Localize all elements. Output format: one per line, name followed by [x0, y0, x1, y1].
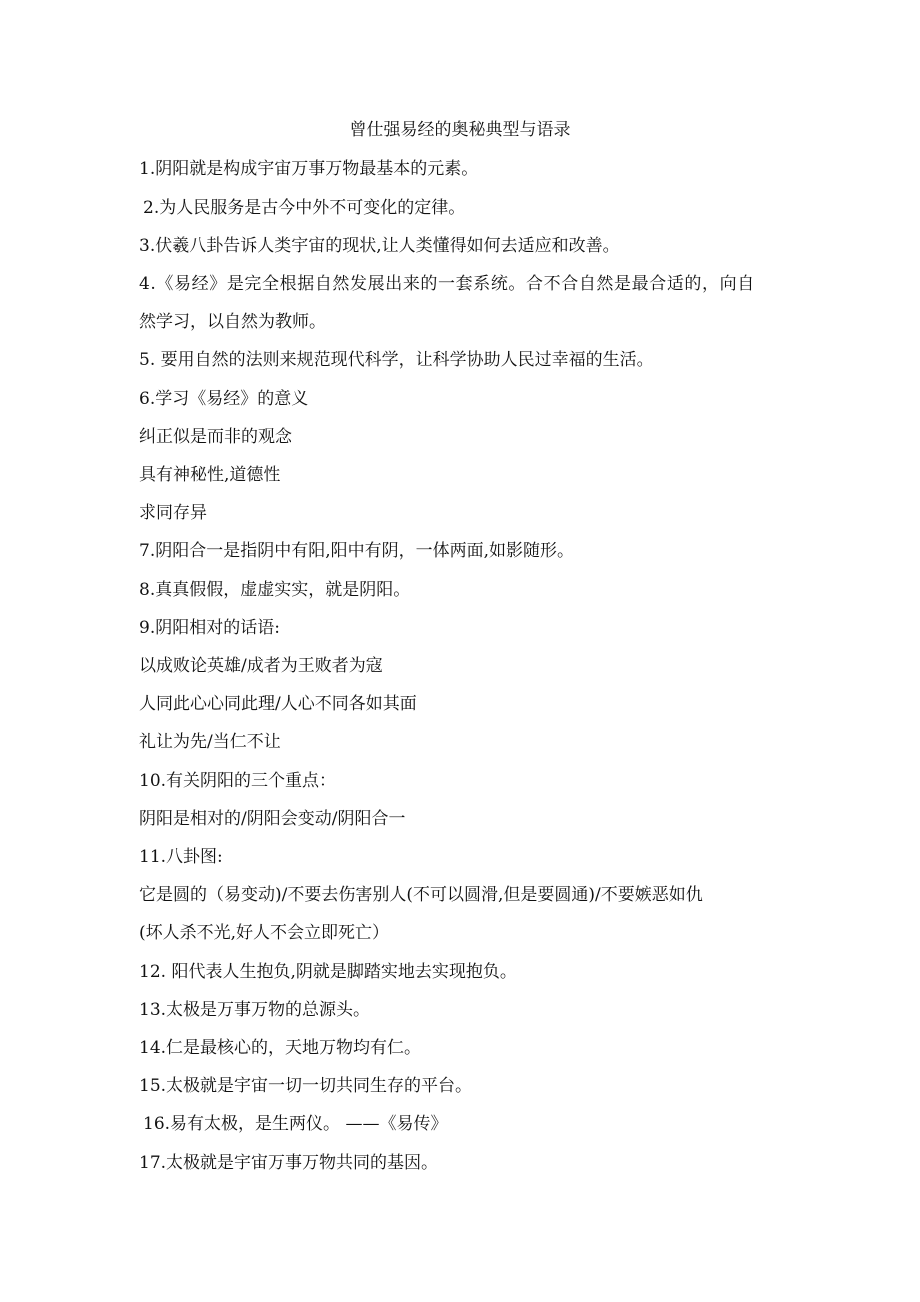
text-line: 人同此心心同此理/人心不同各如其面: [139, 694, 417, 714]
text-line: 13.太极是万事万物的总源头。: [139, 1000, 371, 1020]
text-line: 11.八卦图:: [139, 847, 223, 867]
text-line: 16.易有太极，是生两仪。 ——《易传》: [143, 1114, 448, 1134]
text-line: 15.太极就是宇宙一切一切共同生存的平台。: [139, 1076, 473, 1096]
text-line: 2.为人民服务是古今中外不可变化的定律。: [143, 198, 466, 218]
text-line: 求同存异: [139, 503, 207, 523]
text-line: 纠正似是而非的观念: [139, 427, 292, 447]
text-line: 17.太极就是宇宙万事万物共同的基因。: [139, 1153, 439, 1173]
text-line: 1.阴阳就是构成宇宙万事万物最基本的元素。: [139, 159, 479, 179]
text-line: 7.阴阳合一是指阴中有阳,阳中有阴，一体两面,如影随形。: [139, 541, 575, 561]
text-line: 5. 要用自然的法则来规范现代科学，让科学协助人民过幸福的生活。: [139, 350, 654, 370]
text-line: 4.《易经》是完全根据自然发展出来的一套系统。合不合自然是最合适的，向自: [139, 274, 755, 294]
text-line: 它是圆的（易变动)/不要去伤害别人(不可以圆滑,但是要圆通)/不要嫉恶如仇: [139, 885, 703, 905]
text-line: 具有神秘性,道德性: [139, 465, 281, 485]
text-line: 3.伏羲八卦告诉人类宇宙的现状,让人类懂得如何去适应和改善。: [139, 236, 620, 256]
text-line: 礼让为先/当仁不让: [139, 732, 281, 752]
text-line: 8.真真假假，虚虚实实，就是阴阳。: [139, 580, 411, 600]
text-line: 阴阳是相对的/阴阳会变动/阴阳合一: [139, 809, 406, 829]
text-line: 6.学习《易经》的意义: [139, 389, 309, 409]
text-line: 10.有关阴阳的三个重点：: [139, 771, 337, 791]
text-line: 然学习，以自然为教师。: [139, 312, 326, 332]
text-line: 12. 阳代表人生抱负,阴就是脚踏实地去实现抱负。: [139, 962, 517, 982]
text-line: 以成败论英雄/成者为王败者为寇: [139, 656, 383, 676]
text-line: 14.仁是最核心的，天地万物均有仁。: [139, 1038, 422, 1058]
text-line: (坏人杀不光,好人不会立即死亡）: [139, 923, 390, 943]
page-title: 曾仕强易经的奥秘典型与语录: [349, 120, 571, 140]
text-line: 9.阴阳相对的话语:: [139, 618, 280, 638]
